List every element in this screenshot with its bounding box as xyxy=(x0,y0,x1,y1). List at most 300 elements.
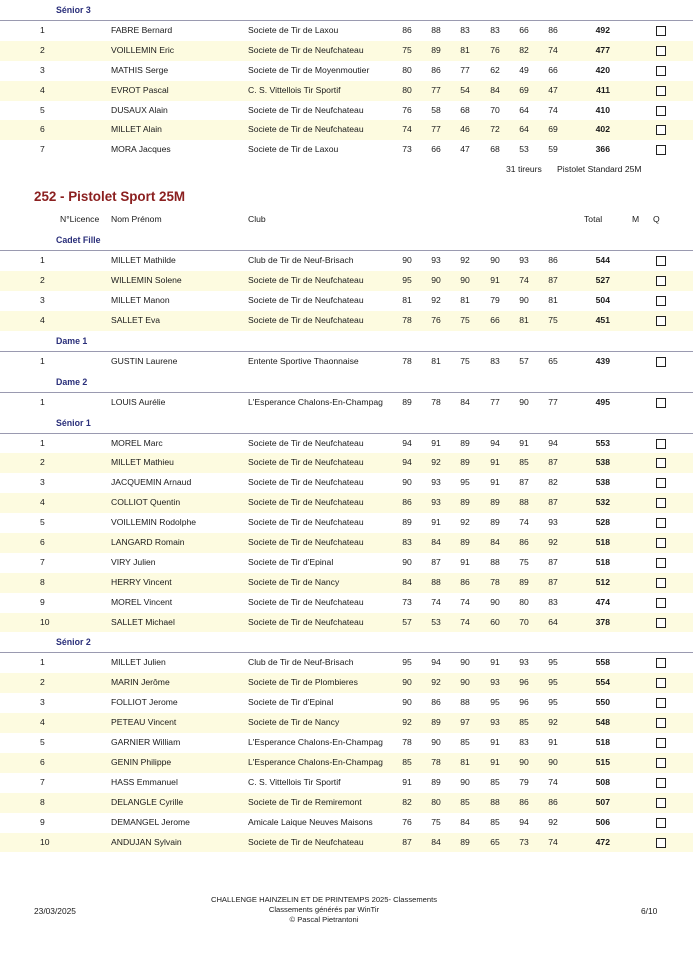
discipline-label: Pistolet Standard 25M xyxy=(557,164,642,175)
rank-cell: 6 xyxy=(40,124,45,135)
qualification-checkbox[interactable] xyxy=(656,818,666,828)
rank-cell: 2 xyxy=(40,677,45,688)
club-cell: Societe de Tir de Remiremont xyxy=(248,796,362,807)
series-score-cell: 87 xyxy=(431,556,441,567)
series-score-cell: 90 xyxy=(460,275,470,286)
table-row xyxy=(0,434,693,454)
series-score-cell: 89 xyxy=(431,44,441,55)
series-score-cell: 77 xyxy=(490,396,500,407)
series-score-cell: 93 xyxy=(431,255,441,266)
rank-cell: 2 xyxy=(40,275,45,286)
rank-cell: 1 xyxy=(40,396,45,407)
series-score-cell: 66 xyxy=(548,64,558,75)
series-score-cell: 90 xyxy=(460,677,470,688)
series-score-cell: 92 xyxy=(460,255,470,266)
table-row xyxy=(0,21,693,41)
name-cell: GENIN Philippe xyxy=(111,756,172,767)
name-cell: PETEAU Vincent xyxy=(111,717,177,728)
series-score-cell: 47 xyxy=(460,144,470,155)
series-score-cell: 86 xyxy=(460,576,470,587)
series-score-cell: 94 xyxy=(548,437,558,448)
top-results-section xyxy=(0,0,693,184)
total-cell: 508 xyxy=(595,776,610,787)
series-score-cell: 86 xyxy=(548,25,558,35)
series-score-cell: 93 xyxy=(431,477,441,488)
club-cell: Societe de Tir de Moyenmoutier xyxy=(248,64,370,75)
rank-cell: 2 xyxy=(40,44,45,55)
qualification-checkbox[interactable] xyxy=(656,838,666,848)
category-section xyxy=(0,372,693,413)
header-q: Q xyxy=(653,214,660,225)
footer-center xyxy=(146,895,502,925)
series-score-cell: 82 xyxy=(548,477,558,488)
series-score-cell: 84 xyxy=(460,396,470,407)
club-cell: Societe de Tir de Neufchateau xyxy=(248,437,364,448)
total-cell: 532 xyxy=(595,497,610,508)
series-score-cell: 84 xyxy=(402,576,412,587)
series-score-cell: 73 xyxy=(402,144,412,155)
series-score-cell: 81 xyxy=(519,314,529,325)
total-cell: 518 xyxy=(595,537,610,548)
event-categories xyxy=(0,230,693,852)
series-score-cell: 83 xyxy=(519,737,529,748)
series-score-cell: 84 xyxy=(490,84,500,95)
category-name: Sénior 2 xyxy=(56,637,91,648)
qualification-checkbox[interactable] xyxy=(656,538,666,548)
series-score-cell: 90 xyxy=(519,295,529,306)
category-section xyxy=(0,230,693,331)
club-cell: Amicale Laique Neuves Maisons xyxy=(248,816,373,827)
qualification-checkbox[interactable] xyxy=(656,296,666,306)
rank-cell: 7 xyxy=(40,776,45,787)
rank-cell: 1 xyxy=(40,355,45,366)
series-score-cell: 77 xyxy=(460,64,470,75)
series-score-cell: 85 xyxy=(402,756,412,767)
series-score-cell: 70 xyxy=(519,616,529,627)
qualification-checkbox[interactable] xyxy=(656,658,666,668)
total-cell: 538 xyxy=(595,477,610,488)
club-cell: Societe de Tir de Neufchateau xyxy=(248,596,364,607)
series-score-cell: 74 xyxy=(519,517,529,528)
table-row xyxy=(0,573,693,593)
series-score-cell: 85 xyxy=(490,776,500,787)
name-cell: MOREL Marc xyxy=(111,437,163,448)
series-score-cell: 76 xyxy=(402,104,412,115)
series-score-cell: 70 xyxy=(490,104,500,115)
category-section xyxy=(0,331,693,372)
results-rows xyxy=(0,393,693,413)
rank-cell: 5 xyxy=(40,517,45,528)
name-cell: GARNIER William xyxy=(111,737,181,748)
series-score-cell: 91 xyxy=(490,457,500,468)
series-score-cell: 86 xyxy=(431,697,441,708)
table-row xyxy=(0,673,693,693)
series-score-cell: 80 xyxy=(402,64,412,75)
rank-cell: 5 xyxy=(40,104,45,115)
table-header xyxy=(0,208,693,230)
table-row xyxy=(0,833,693,853)
series-score-cell: 84 xyxy=(431,836,441,847)
rank-cell: 8 xyxy=(40,576,45,587)
series-score-cell: 82 xyxy=(402,796,412,807)
series-score-cell: 90 xyxy=(460,776,470,787)
total-cell: 439 xyxy=(595,355,610,366)
table-row xyxy=(0,693,693,713)
series-score-cell: 89 xyxy=(460,457,470,468)
table-row xyxy=(0,101,693,121)
series-score-cell: 74 xyxy=(402,124,412,135)
rank-cell: 1 xyxy=(40,255,45,266)
series-score-cell: 86 xyxy=(431,64,441,75)
name-cell: DEMANGEL Jerome xyxy=(111,816,190,827)
name-cell: MOREL Vincent xyxy=(111,596,173,607)
rank-cell: 3 xyxy=(40,477,45,488)
club-cell: C. S. Vittellois Tir Sportif xyxy=(248,776,341,787)
series-score-cell: 91 xyxy=(402,776,412,787)
qualification-checkbox[interactable] xyxy=(656,125,666,135)
series-score-cell: 96 xyxy=(519,697,529,708)
series-score-cell: 95 xyxy=(402,275,412,286)
series-score-cell: 91 xyxy=(519,437,529,448)
series-score-cell: 88 xyxy=(431,576,441,587)
series-score-cell: 65 xyxy=(490,836,500,847)
series-score-cell: 93 xyxy=(490,677,500,688)
series-score-cell: 86 xyxy=(402,497,412,508)
total-cell: 507 xyxy=(595,796,610,807)
series-score-cell: 89 xyxy=(460,497,470,508)
table-row xyxy=(0,813,693,833)
club-cell: L'Esperance Chalons-En-Champag xyxy=(248,737,383,748)
qualification-checkbox[interactable] xyxy=(656,778,666,788)
name-cell: LOUIS Aurélie xyxy=(111,396,166,407)
series-score-cell: 86 xyxy=(548,796,558,807)
name-cell: MILLET Mathieu xyxy=(111,457,174,468)
qualification-checkbox[interactable] xyxy=(656,106,666,116)
series-score-cell: 92 xyxy=(431,457,441,468)
series-score-cell: 90 xyxy=(431,275,441,286)
rank-cell: 3 xyxy=(40,295,45,306)
name-cell: ANDUJAN Sylvain xyxy=(111,836,182,847)
total-cell: 410 xyxy=(595,104,610,115)
series-score-cell: 95 xyxy=(490,697,500,708)
qualification-checkbox[interactable] xyxy=(656,618,666,628)
series-score-cell: 88 xyxy=(460,697,470,708)
series-score-cell: 75 xyxy=(548,314,558,325)
name-cell: COLLIOT Quentin xyxy=(111,497,181,508)
qualification-checkbox[interactable] xyxy=(656,276,666,286)
series-score-cell: 85 xyxy=(460,737,470,748)
total-cell: 554 xyxy=(595,677,610,688)
qualification-checkbox[interactable] xyxy=(656,145,666,155)
table-row xyxy=(0,140,693,160)
series-score-cell: 79 xyxy=(490,295,500,306)
series-score-cell: 84 xyxy=(490,537,500,548)
total-cell: 411 xyxy=(596,84,610,95)
qualification-checkbox[interactable] xyxy=(656,439,666,449)
series-score-cell: 97 xyxy=(460,717,470,728)
table-row xyxy=(0,271,693,291)
series-score-cell: 90 xyxy=(431,737,441,748)
series-score-cell: 86 xyxy=(402,25,412,35)
series-score-cell: 79 xyxy=(519,776,529,787)
table-row xyxy=(0,311,693,331)
club-cell: Societe de Tir de Neufchateau xyxy=(248,124,364,135)
series-score-cell: 90 xyxy=(490,255,500,266)
series-score-cell: 49 xyxy=(519,64,529,75)
series-score-cell: 89 xyxy=(402,396,412,407)
series-score-cell: 80 xyxy=(519,596,529,607)
series-score-cell: 75 xyxy=(460,355,470,366)
table-row xyxy=(0,793,693,813)
category-header xyxy=(0,331,693,352)
series-score-cell: 81 xyxy=(402,295,412,306)
series-score-cell: 90 xyxy=(402,556,412,567)
qualification-checkbox[interactable] xyxy=(656,26,666,36)
series-score-cell: 89 xyxy=(490,517,500,528)
series-score-cell: 91 xyxy=(431,517,441,528)
series-score-cell: 90 xyxy=(548,756,558,767)
series-score-cell: 78 xyxy=(490,576,500,587)
series-score-cell: 96 xyxy=(519,677,529,688)
series-score-cell: 53 xyxy=(519,144,529,155)
club-cell: Entente Sportive Thaonnaise xyxy=(248,355,359,366)
qualification-checkbox[interactable] xyxy=(656,398,666,408)
total-cell: 550 xyxy=(595,697,610,708)
series-score-cell: 83 xyxy=(490,355,500,366)
series-score-cell: 54 xyxy=(460,84,470,95)
series-score-cell: 72 xyxy=(490,124,500,135)
series-score-cell: 87 xyxy=(548,497,558,508)
qualification-checkbox[interactable] xyxy=(656,558,666,568)
section-summary xyxy=(0,160,693,184)
name-cell: JACQUEMIN Arnaud xyxy=(111,477,192,488)
series-score-cell: 91 xyxy=(490,737,500,748)
series-score-cell: 60 xyxy=(490,616,500,627)
qualification-checkbox[interactable] xyxy=(656,316,666,326)
footer-generator: Classements générés par WinTir xyxy=(268,905,380,914)
club-cell: Societe de Tir de Nancy xyxy=(248,576,340,587)
qualification-checkbox[interactable] xyxy=(656,46,666,56)
qualification-checkbox[interactable] xyxy=(656,478,666,488)
total-cell: 472 xyxy=(595,836,610,847)
series-score-cell: 88 xyxy=(519,497,529,508)
club-cell: Societe de Tir de Neufchateau xyxy=(248,616,364,627)
category-header xyxy=(0,0,693,21)
results-rows xyxy=(0,251,693,331)
series-score-cell: 87 xyxy=(402,836,412,847)
table-row xyxy=(0,251,693,271)
qualification-checkbox[interactable] xyxy=(656,798,666,808)
series-score-cell: 89 xyxy=(519,576,529,587)
club-cell: L'Esperance Chalons-En-Champag xyxy=(248,396,383,407)
total-cell: 512 xyxy=(595,576,610,587)
total-cell: 527 xyxy=(595,275,610,286)
total-cell: 504 xyxy=(595,295,610,306)
series-score-cell: 80 xyxy=(431,796,441,807)
series-score-cell: 66 xyxy=(519,25,529,35)
series-score-cell: 74 xyxy=(460,616,470,627)
table-row xyxy=(0,393,693,413)
table-row xyxy=(0,352,693,372)
series-score-cell: 69 xyxy=(548,124,558,135)
series-score-cell: 80 xyxy=(402,84,412,95)
rank-cell: 8 xyxy=(40,796,45,807)
series-score-cell: 83 xyxy=(548,596,558,607)
series-score-cell: 89 xyxy=(460,537,470,548)
series-score-cell: 89 xyxy=(490,497,500,508)
series-score-cell: 91 xyxy=(460,556,470,567)
qualification-checkbox[interactable] xyxy=(656,598,666,608)
total-cell: 495 xyxy=(595,396,610,407)
rank-cell: 2 xyxy=(40,457,45,468)
qualification-checkbox[interactable] xyxy=(656,678,666,688)
series-score-cell: 77 xyxy=(431,84,441,95)
series-score-cell: 78 xyxy=(431,756,441,767)
series-score-cell: 89 xyxy=(402,517,412,528)
series-score-cell: 74 xyxy=(431,596,441,607)
total-cell: 420 xyxy=(595,64,610,75)
name-cell: VOILLEMIN Eric xyxy=(111,44,175,55)
name-cell: MARIN Jerôme xyxy=(111,677,170,688)
club-cell: Societe de Tir de Neufchateau xyxy=(248,457,364,468)
series-score-cell: 64 xyxy=(548,616,558,627)
rank-cell: 5 xyxy=(40,737,45,748)
club-cell: Societe de Tir de Nancy xyxy=(248,717,340,728)
series-score-cell: 68 xyxy=(460,104,470,115)
series-score-cell: 92 xyxy=(548,816,558,827)
series-score-cell: 78 xyxy=(431,396,441,407)
series-score-cell: 78 xyxy=(402,737,412,748)
qualification-checkbox[interactable] xyxy=(656,458,666,468)
rank-cell: 1 xyxy=(40,437,45,448)
table-row xyxy=(0,653,693,673)
series-score-cell: 89 xyxy=(431,776,441,787)
total-cell: 474 xyxy=(595,596,610,607)
header-total: Total xyxy=(584,214,603,225)
series-score-cell: 93 xyxy=(548,517,558,528)
series-score-cell: 76 xyxy=(402,816,412,827)
category-name: Sénior 1 xyxy=(56,417,91,428)
club-cell: C. S. Vittellois Tir Sportif xyxy=(248,84,341,95)
club-cell: Club de Tir de Neuf-Brisach xyxy=(248,255,354,266)
series-score-cell: 87 xyxy=(519,477,529,488)
name-cell: FABRE Bernard xyxy=(111,25,173,35)
category-name: Sénior 3 xyxy=(56,5,91,15)
series-score-cell: 88 xyxy=(431,25,441,35)
rank-cell: 3 xyxy=(40,64,45,75)
qualification-checkbox[interactable] xyxy=(656,738,666,748)
table-row xyxy=(0,753,693,773)
series-score-cell: 92 xyxy=(548,537,558,548)
series-score-cell: 74 xyxy=(548,104,558,115)
series-score-cell: 84 xyxy=(431,537,441,548)
series-score-cell: 91 xyxy=(431,437,441,448)
series-score-cell: 94 xyxy=(402,437,412,448)
series-score-cell: 93 xyxy=(431,497,441,508)
series-score-cell: 75 xyxy=(402,44,412,55)
series-score-cell: 89 xyxy=(460,836,470,847)
rank-cell: 9 xyxy=(40,596,45,607)
qualification-checkbox[interactable] xyxy=(656,718,666,728)
series-score-cell: 92 xyxy=(548,717,558,728)
qualification-checkbox[interactable] xyxy=(656,518,666,528)
table-row xyxy=(0,513,693,533)
series-score-cell: 95 xyxy=(402,657,412,668)
rank-cell: 10 xyxy=(40,616,50,627)
name-cell: MATHIS Serge xyxy=(111,64,169,75)
name-cell: HASS Emmanuel xyxy=(111,776,178,787)
series-score-cell: 83 xyxy=(490,25,500,35)
series-score-cell: 87 xyxy=(548,457,558,468)
series-score-cell: 90 xyxy=(402,697,412,708)
category-header xyxy=(0,372,693,393)
series-score-cell: 90 xyxy=(402,255,412,266)
series-score-cell: 83 xyxy=(402,537,412,548)
name-cell: MORA Jacques xyxy=(111,144,171,155)
series-score-cell: 75 xyxy=(519,556,529,567)
series-score-cell: 92 xyxy=(431,295,441,306)
qualification-checkbox[interactable] xyxy=(656,357,666,367)
rank-cell: 4 xyxy=(40,314,45,325)
rank-cell: 7 xyxy=(40,144,45,155)
header-m: M xyxy=(632,214,640,225)
qualification-checkbox[interactable] xyxy=(656,66,666,76)
club-cell: Societe de Tir de Neufchateau xyxy=(248,314,364,325)
total-cell: 544 xyxy=(595,255,610,266)
header-club: Club xyxy=(248,214,266,225)
table-row xyxy=(0,613,693,633)
series-score-cell: 73 xyxy=(402,596,412,607)
name-cell: VIRY Julien xyxy=(111,556,156,567)
series-score-cell: 74 xyxy=(519,275,529,286)
club-cell: Societe de Tir de Neufchateau xyxy=(248,537,364,548)
table-row xyxy=(0,61,693,81)
qualification-checkbox[interactable] xyxy=(656,698,666,708)
qualification-checkbox[interactable] xyxy=(656,758,666,768)
shooter-count: 31 tireurs xyxy=(506,164,542,175)
series-score-cell: 78 xyxy=(402,355,412,366)
series-score-cell: 90 xyxy=(519,756,529,767)
series-score-cell: 91 xyxy=(490,275,500,286)
series-score-cell: 92 xyxy=(402,717,412,728)
series-score-cell: 94 xyxy=(402,457,412,468)
name-cell: MILLET Mathilde xyxy=(111,255,176,266)
qualification-checkbox[interactable] xyxy=(656,578,666,588)
total-cell: 378 xyxy=(595,616,610,627)
series-score-cell: 88 xyxy=(490,796,500,807)
qualification-checkbox[interactable] xyxy=(656,256,666,266)
table-row xyxy=(0,453,693,473)
qualification-checkbox[interactable] xyxy=(656,86,666,96)
series-score-cell: 69 xyxy=(519,84,529,95)
name-cell: MILLET Manon xyxy=(111,295,170,306)
series-score-cell: 94 xyxy=(519,816,529,827)
series-score-cell: 95 xyxy=(548,677,558,688)
series-score-cell: 93 xyxy=(519,657,529,668)
series-score-cell: 53 xyxy=(431,616,441,627)
club-cell: Societe de Tir de Plombieres xyxy=(248,677,358,688)
results-rows xyxy=(0,352,693,372)
name-cell: MILLET Alain xyxy=(111,124,162,135)
series-score-cell: 74 xyxy=(548,44,558,55)
club-cell: Societe de Tir de Neufchateau xyxy=(248,44,364,55)
series-score-cell: 86 xyxy=(519,796,529,807)
total-cell: 518 xyxy=(595,737,610,748)
series-score-cell: 82 xyxy=(519,44,529,55)
qualification-checkbox[interactable] xyxy=(656,498,666,508)
rank-cell: 1 xyxy=(40,25,45,35)
series-score-cell: 90 xyxy=(402,477,412,488)
